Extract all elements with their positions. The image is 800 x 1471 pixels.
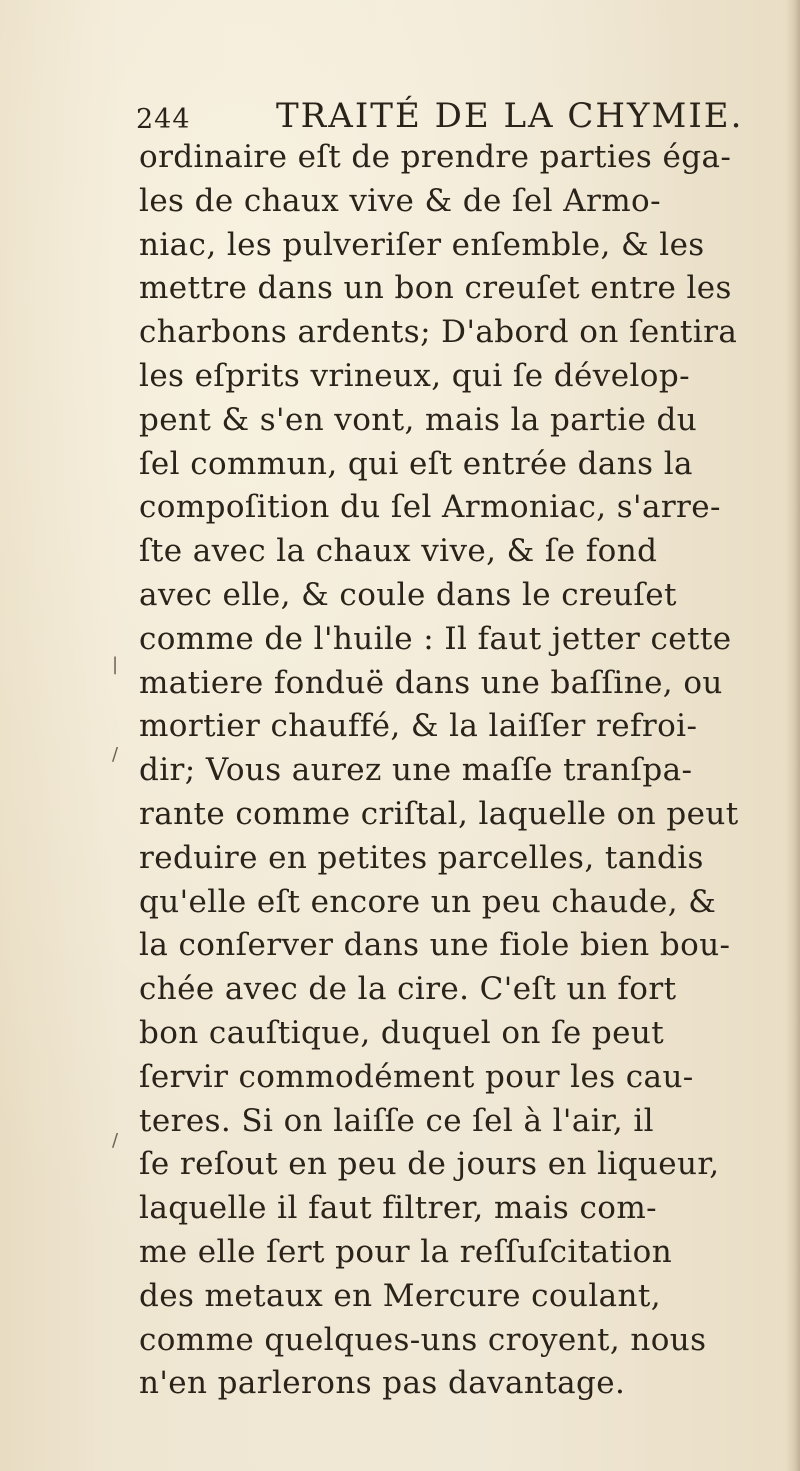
text-line: teres. Si on laiſſe ce ſel à l'air, il: [139, 1102, 654, 1139]
margin-mark: |: [112, 654, 119, 675]
text-line: des metaux en Mercure coulant,: [139, 1277, 662, 1314]
margin-mark: /: [112, 744, 119, 765]
text-line: me elle ſert pour la reſſuſcitation: [139, 1233, 673, 1270]
text-line: comme de l'huile : Il faut jetter cette: [139, 620, 732, 657]
text-line: laquelle il faut filtrer, mais com-: [139, 1190, 657, 1227]
text-line: qu'elle eſt encore un peu chaude, &: [139, 883, 717, 920]
text-line: comme quelques-uns croyent, nous: [139, 1321, 707, 1358]
text-line: les de chaux vive & de ſel Armo-: [139, 182, 661, 219]
text-line: la conſerver dans une fiole bien bou-: [139, 927, 731, 964]
margin-mark: /: [112, 1130, 119, 1151]
text-line: charbons ardents; D'abord on ſentira: [139, 314, 738, 351]
text-line: mortier chauffé, & la laiſſer refroi-: [139, 708, 698, 745]
text-line: compoſition du ſel Armoniac, s'arre-: [139, 489, 721, 526]
text-line: reduire en petites parcelles, tandis: [139, 839, 704, 876]
text-line: ſe reſout en peu de jours en liqueur,: [139, 1146, 720, 1183]
text-line: les eſprits vrineux, qui ſe dévelop-: [139, 357, 690, 394]
text-line: dir; Vous aurez une maſſe tranſpa-: [139, 752, 693, 789]
text-line: n'en parlerons pas davantage.: [139, 1365, 626, 1402]
text-line: pent & s'en vont, mais la partie du: [139, 401, 698, 438]
text-line: ordinaire eſt de prendre parties éga-: [139, 139, 732, 175]
text-line: ſervir commodément pour les cau-: [139, 1058, 694, 1095]
page-header: [136, 92, 776, 142]
body-text: [139, 136, 789, 1406]
text-line: avec elle, & coule dans le creuſet: [139, 576, 677, 613]
text-line: mettre dans un bon creuſet entre les: [139, 270, 732, 307]
text-line: ſte avec la chaux vive, & ſe fond: [139, 533, 658, 570]
text-line: matiere fonduë dans une baſſine, ou: [139, 664, 723, 701]
text-line: rante comme criſtal, laquelle on peut: [139, 795, 739, 832]
text-line: niac, les pulveriſer enſemble, & les: [139, 226, 705, 263]
page-number: 244: [136, 104, 191, 135]
text-line: chée avec de la cire. C'eſt un fort: [139, 971, 677, 1008]
text-line: bon cauſtique, duquel on ſe peut: [139, 1014, 665, 1051]
running-title: TRAITÉ DE LA CHYMIE.: [276, 96, 744, 136]
text-line: ſel commun, qui eſt entrée dans la: [139, 445, 693, 482]
